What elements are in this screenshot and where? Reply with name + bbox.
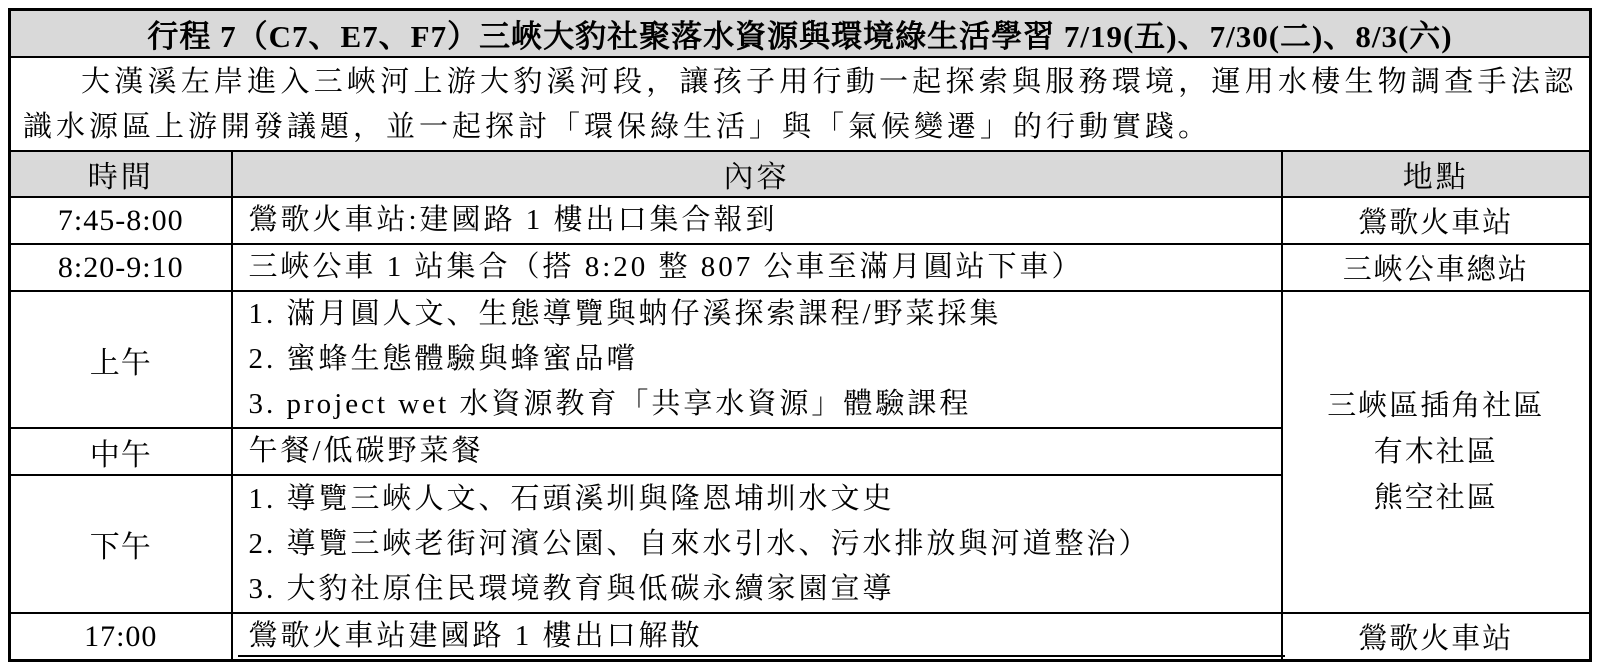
location-cell-merged	[1282, 291, 1591, 613]
time-cell: 上午	[10, 291, 232, 428]
time-cell: 下午	[10, 475, 232, 613]
location-line: 三峽區插角社區	[1327, 390, 1545, 422]
content-line: 2. 蜜蜂生態體驗與蜂蜜品嚐	[248, 343, 639, 375]
table-description-cell	[10, 57, 1591, 151]
location-line: 有木社區	[1373, 436, 1498, 468]
table-row	[10, 197, 1591, 244]
content-line: 3. 大豹社原住民環境教育與低碳永續家園宣導	[248, 572, 895, 605]
content-line: 鶯歌火車站建國路 1 樓出口解散	[248, 620, 703, 652]
col-header-location: 地點	[1282, 151, 1591, 197]
content-line: 1. 滿月圓人文、生態導覽與蚋仔溪探索課程/野菜採集	[248, 298, 1002, 330]
cutoff-next-row-line	[238, 655, 1285, 657]
col-header-time: 時間	[10, 151, 232, 197]
content-line: 午餐/低碳野菜餐	[248, 435, 484, 467]
time-cell: 中午	[10, 428, 232, 475]
content-cell	[232, 244, 1282, 291]
time-cell: 7:45-8:00	[10, 197, 232, 244]
content-line: 3. project wet 水資源教育「共享水資源」體驗課程	[248, 388, 972, 420]
location-line: 熊空社區	[1373, 482, 1498, 514]
time-cell: 17:00	[10, 613, 232, 661]
content-cell	[232, 428, 1282, 475]
table-row	[10, 244, 1591, 291]
location-cell: 三峽公車總站	[1282, 244, 1591, 291]
content-cell	[232, 291, 1282, 428]
schedule-table	[8, 8, 1592, 662]
table-row	[10, 291, 1591, 428]
table-row	[10, 613, 1591, 661]
content-line: 2. 導覽三峽老街河濱公園、自來水引水、污水排放與河道整治）	[248, 527, 1151, 560]
content-line: 三峽公車 1 站集合（搭 8:20 整 807 公車至滿月圓站下車）	[248, 251, 1084, 283]
content-cell	[232, 613, 1282, 661]
table-title: 行程 7（C7、E7、F7）三峽大豹社聚落水資源與環境綠生活學習 7/19(五)、7/30(二)、8/3(六)	[10, 10, 1591, 58]
time-cell: 8:20-9:10	[10, 244, 232, 291]
location-cell: 鶯歌火車站	[1282, 613, 1591, 661]
content-cell	[232, 475, 1282, 613]
location-cell: 鶯歌火車站	[1282, 197, 1591, 244]
content-line: 1. 導覽三峽人文、石頭溪圳與隆恩埔圳水文史	[248, 482, 895, 515]
table-description: 大漢溪左岸進入三峽河上游大豹溪河段，讓孩子用行動一起探索與服務環境，運用水棲生物調查手法認識水源區上游開發議題，並一起探討「環保綠生活」與「氣候變遷」的行動實踐。	[23, 66, 1577, 143]
content-line: 鶯歌火車站:建國路 1 樓出口集合報到	[248, 204, 778, 236]
col-header-content: 內容	[232, 151, 1282, 197]
content-cell	[232, 197, 1282, 244]
